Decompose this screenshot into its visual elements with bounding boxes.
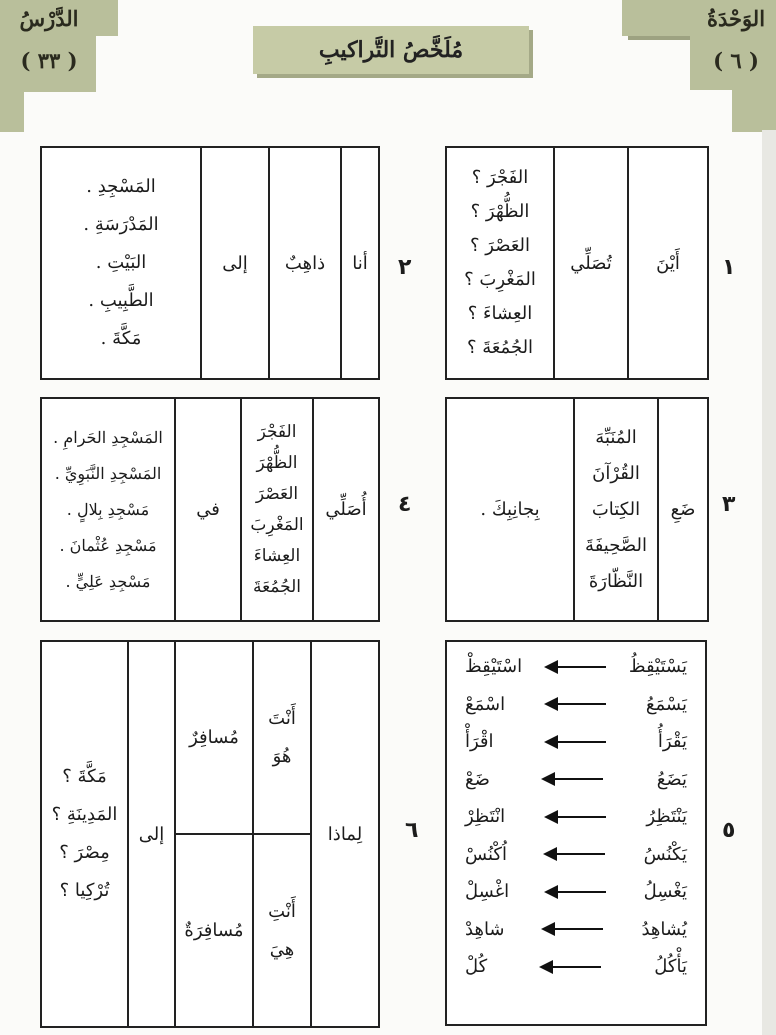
arrow-left-icon [546,741,606,743]
arrow-left-icon [546,703,606,705]
section-6-table [40,640,380,1028]
section-1-number: ١ [722,255,736,280]
s5-row [447,723,705,761]
s5-row [447,648,705,686]
s4-prayer: الجُمُعَةَ [252,576,302,597]
s4-prayers [241,398,313,621]
s6-preposition: إلى [128,641,175,1027]
s4-prayer: العِشاءَ [253,545,301,566]
s2-verb: ذاهِبٌ [269,147,341,379]
s6-destination: مِصْرَ ؟ [59,842,110,863]
s5-row [447,686,705,724]
s4-mosques [41,398,175,621]
s2-place: المَدْرَسَةِ . [83,214,159,235]
s5-row [447,836,705,874]
arrow-left-icon [543,928,603,930]
s2-place: مَكَّةَ . [100,328,142,349]
s1-prayer: العِشاءَ ؟ [467,303,533,324]
s6-fem-adj: مُسافِرَةٌ [175,834,253,1027]
arrow-left-icon [546,816,606,818]
section-6-number: ٦ [405,818,419,843]
s1-prayer: الجُمُعَةَ ؟ [466,337,534,358]
s6-pronoun: هِيَ [269,938,295,960]
s4-mosque: مَسْجِدِ بِلالٍ . [66,499,150,519]
s1-prayers [446,147,554,379]
s5-imperative: اسْتَيْقِظْ [465,656,523,678]
s6-pronoun: هُوَ [272,745,292,767]
s5-present: يَسْتَيْقِظُ [628,656,687,678]
s6-destination: مَكَّةَ ؟ [62,766,107,787]
section-3-table [445,397,709,622]
s1-verb: تُصَلِّي [554,147,628,379]
s5-present: يَغْسِلُ [643,881,687,903]
s5-present: يَأْكُلُ [654,956,687,978]
s3-object: القُرْآنَ [592,462,640,484]
s4-mosque: مَسْجِدِ عَلِيٍّ . [65,571,151,591]
s5-imperative: ضَعْ [465,768,490,790]
section-3-number: ٣ [722,492,736,517]
s5-row [447,873,705,911]
s1-prayer: الظُّهْرَ ؟ [470,201,530,222]
s4-prayer: العَصْرَ [255,483,299,504]
section-4-number: ٤ [398,492,412,517]
s2-place: البَيْتِ . [95,252,147,273]
unit-label: الوَحْدَةُ [706,6,766,31]
s4-mosque: المَسْجِدِ الحَرامِ . [53,427,163,447]
arrow-left-icon [541,966,601,968]
s5-row [447,948,705,986]
s3-verb: ضَعِ [658,398,708,621]
s6-fem-pronouns [253,834,311,1027]
page-title: مُلَخَّصُ التَّراكيبِ [253,26,529,74]
s2-places [41,147,201,379]
s6-masc-adj: مُسافِرٌ [175,641,253,834]
s4-prayer: الفَجْرَ [257,421,297,442]
s5-present: يَقْرَأُ [657,731,687,753]
s6-destination: تُرْكِيا ؟ [59,880,110,901]
s5-imperative: انْتَظِرْ [465,806,506,828]
lesson-number: ( ٣٣ ) [20,48,78,73]
section-2-number: ٢ [398,255,412,280]
lesson-label: الدَّرْسُ [19,6,79,31]
s6-pronoun: أَنْتِ [268,900,296,922]
unit-number: ( ٦ ) [713,48,759,73]
s5-imperative: كُلْ [465,956,488,978]
s5-row [447,798,705,836]
s2-pronoun: أنا [341,147,379,379]
arrow-left-icon [543,778,603,780]
s1-prayer: المَغْرِبَ ؟ [464,269,536,290]
s2-place: المَسْجِدِ . [86,176,156,197]
s2-place: الطَّبِيبِ . [88,290,154,311]
s4-preposition: في [175,398,241,621]
s1-question: أَيْنَ [628,147,708,379]
s4-prayer: الظُّهْرَ [256,452,298,473]
s5-imperative: اُكْنُسْ [465,843,507,865]
s5-imperative: اسْمَعْ [465,693,506,715]
s5-present: يَضَعُ [656,768,687,790]
s6-question: لِماذا [311,641,379,1027]
s5-imperative: شاهِدْ [465,918,505,940]
unit-tab-bottom [732,90,776,132]
s5-present: يَسْمَعُ [645,693,687,715]
s6-destination: المَدِينَةِ ؟ [51,804,118,825]
lesson-tab-bottom [0,92,24,132]
s4-mosque: مَسْجِدِ عُثْمانَ . [59,535,157,555]
s6-masc-pronouns [253,641,311,834]
s2-preposition: إلى [201,147,269,379]
arrow-left-icon [546,891,606,893]
s3-object: المُنَبِّهَ [595,426,637,448]
s4-mosque: المَسْجِدِ النَّبَوِيِّ . [54,463,162,483]
s3-object: الصَّحِيفَةَ [585,534,647,556]
s4-verb: أُصَلِّي [313,398,379,621]
s5-imperative: اغْسِلْ [465,881,510,903]
section-2-table [40,146,380,380]
arrow-left-icon [546,666,606,668]
s3-objects [574,398,658,621]
s3-object: النَّظّارَةَ [588,570,644,592]
s5-imperative: اقْرَأْ [465,731,494,753]
s5-present: يَكْنُسُ [643,843,687,865]
s5-row [447,911,705,949]
section-5-number: ٥ [722,818,736,843]
s5-row [447,761,705,799]
section-4-table [40,397,380,622]
s5-present: يَنْتَظِرُ [646,806,687,828]
s1-prayer: الفَجْرَ ؟ [471,167,529,188]
s5-present: يُشاهِدُ [641,918,687,940]
s3-location: بِجانِبِكَ . [446,398,574,621]
s1-prayer: العَصْرَ ؟ [470,235,530,256]
section-5-box [445,640,707,1026]
arrow-left-icon [545,853,605,855]
s6-destinations [41,641,128,1027]
s3-object: الكِتابَ [591,498,641,520]
s4-prayer: المَغْرِبَ [250,514,304,535]
margin-band [762,130,776,1035]
section-1-table [445,146,709,380]
s6-pronoun: أَنْتَ [268,707,296,729]
